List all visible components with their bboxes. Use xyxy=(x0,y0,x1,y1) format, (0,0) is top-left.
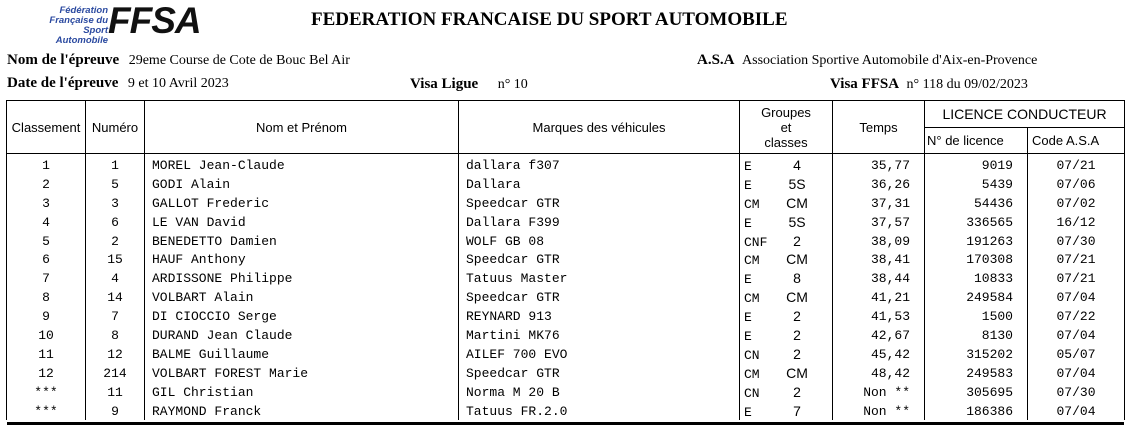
cell-number: 6 xyxy=(86,213,145,232)
group-code: E xyxy=(744,215,752,231)
cell-asa-code: 07/04 xyxy=(1028,288,1125,307)
cell-name: GALLOT Frederic xyxy=(145,194,459,213)
cell-group-class xyxy=(740,326,833,345)
cell-name: LE VAN David xyxy=(145,213,459,232)
cell-licence: 9019 xyxy=(925,154,1028,175)
cell-car: AILEF 700 EVO xyxy=(459,345,740,364)
cell-licence: 10833 xyxy=(925,269,1028,288)
ffsa-logo xyxy=(36,0,264,46)
cell-name: MOREL Jean-Claude xyxy=(145,154,459,175)
cell-number: 11 xyxy=(86,383,145,402)
logo-wordmark xyxy=(108,0,201,42)
event-date-value: 9 et 10 Avril 2023 xyxy=(127,76,229,91)
cell-rank: 4 xyxy=(7,213,86,232)
group-code: CM xyxy=(744,291,760,307)
table-row xyxy=(7,383,1125,402)
group-code: E xyxy=(744,404,752,420)
cell-asa-code: 07/04 xyxy=(1028,326,1125,345)
cell-licence: 54436 xyxy=(925,194,1028,213)
visa-ligue-label: Visa Ligue xyxy=(410,76,479,92)
table-bottom-rule xyxy=(7,422,1124,425)
cell-time: 35,77 xyxy=(833,154,925,175)
visa-ligue-value: n° 10 xyxy=(497,77,528,92)
cell-number: 7 xyxy=(86,307,145,326)
group-code: CN xyxy=(744,385,760,401)
results-table xyxy=(6,100,1125,420)
header-code-asa: Code A.S.A xyxy=(1028,128,1125,154)
cell-group-class xyxy=(740,364,833,383)
event-name-label: Nom de l'épreuve xyxy=(7,52,120,68)
cell-name: DI CIOCCIO Serge xyxy=(145,307,459,326)
table-row xyxy=(7,250,1125,269)
visa-ffsa-label: Visa FFSA xyxy=(830,76,900,92)
results-table-body xyxy=(7,154,1125,421)
asa-label: A.S.A xyxy=(697,52,735,68)
cell-group-class xyxy=(740,269,833,288)
class-code: 4 xyxy=(793,156,801,173)
visa-ffsa-row xyxy=(830,76,1028,93)
header-groupes-line2: et xyxy=(780,119,792,135)
cell-name: GODI Alain xyxy=(145,175,459,194)
cell-car: Tatuus Master xyxy=(459,269,740,288)
cell-asa-code: 07/02 xyxy=(1028,194,1125,213)
logo-wordmark-text: FFSA xyxy=(108,0,201,41)
cell-rank: 2 xyxy=(7,175,86,194)
table-row xyxy=(7,326,1125,345)
cell-asa-code: 07/30 xyxy=(1028,232,1125,251)
cell-car: Norma M 20 B xyxy=(459,383,740,402)
cell-asa-code: 07/06 xyxy=(1028,175,1125,194)
class-code: 5S xyxy=(788,213,806,230)
cell-car: Speedcar GTR xyxy=(459,288,740,307)
cell-licence: 336565 xyxy=(925,213,1028,232)
table-row xyxy=(7,232,1125,251)
cell-rank: 9 xyxy=(7,307,86,326)
cell-asa-code: 07/21 xyxy=(1028,250,1125,269)
group-code: E xyxy=(744,177,752,193)
cell-name: GIL Christian xyxy=(145,383,459,402)
class-code: 8 xyxy=(793,270,801,287)
table-row xyxy=(7,345,1125,364)
cell-licence: 186386 xyxy=(925,402,1028,421)
cell-car: REYNARD 913 xyxy=(459,307,740,326)
logo-line-1: Fédération xyxy=(59,5,108,16)
cell-number: 5 xyxy=(86,175,145,194)
asa-row xyxy=(697,52,1037,69)
cell-car: Speedcar GTR xyxy=(459,364,740,383)
cell-time: Non ** xyxy=(833,402,925,421)
cell-number: 1 xyxy=(86,154,145,175)
cell-asa-code: 16/12 xyxy=(1028,213,1125,232)
class-code: 2 xyxy=(793,326,801,343)
header-groupes-line3: classes xyxy=(764,134,808,150)
header-groupes xyxy=(740,101,833,154)
event-name-value: 29eme Course de Cote de Bouc Bel Air xyxy=(128,53,350,68)
cell-time: 42,67 xyxy=(833,326,925,345)
group-code: E xyxy=(744,328,752,344)
page-title: FEDERATION FRANCAISE DU SPORT AUTOMOBILE xyxy=(311,9,788,30)
logo-line-2: Française du xyxy=(49,15,108,26)
cell-group-class xyxy=(740,288,833,307)
cell-time: Non ** xyxy=(833,383,925,402)
cell-group-class xyxy=(740,307,833,326)
header-classement: Classement xyxy=(7,101,86,154)
cell-licence: 170308 xyxy=(925,250,1028,269)
cell-group-class xyxy=(740,383,833,402)
cell-group-class xyxy=(740,213,833,232)
cell-car: Speedcar GTR xyxy=(459,194,740,213)
class-code: 2 xyxy=(793,345,801,362)
cell-rank: 5 xyxy=(7,232,86,251)
header-temps: Temps xyxy=(833,101,925,154)
group-code: E xyxy=(744,158,752,174)
group-code: E xyxy=(744,272,752,288)
cell-car: Martini MK76 xyxy=(459,326,740,345)
cell-asa-code: 07/30 xyxy=(1028,383,1125,402)
cell-name: BENEDETTO Damien xyxy=(145,232,459,251)
cell-group-class xyxy=(740,194,833,213)
cell-licence: 8130 xyxy=(925,326,1028,345)
cell-time: 48,42 xyxy=(833,364,925,383)
table-row xyxy=(7,194,1125,213)
cell-car: Dallara F399 xyxy=(459,213,740,232)
cell-name: HAUF Anthony xyxy=(145,250,459,269)
cell-rank: 1 xyxy=(7,154,86,175)
table-row xyxy=(7,402,1125,421)
cell-number: 4 xyxy=(86,269,145,288)
group-code: CNF xyxy=(744,234,768,250)
class-code: 2 xyxy=(793,232,801,249)
cell-rank: *** xyxy=(7,383,86,402)
header-marques: Marques des véhicules xyxy=(459,101,740,154)
group-code: CM xyxy=(744,253,760,269)
cell-licence: 315202 xyxy=(925,345,1028,364)
cell-rank: 3 xyxy=(7,194,86,213)
cell-group-class xyxy=(740,232,833,251)
cell-licence: 191263 xyxy=(925,232,1028,251)
header-numero: Numéro xyxy=(86,101,145,154)
logo-line-3: Sport Automobile xyxy=(55,25,108,46)
cell-licence: 1500 xyxy=(925,307,1028,326)
header-licence: N° de licence xyxy=(925,128,1028,154)
cell-number: 15 xyxy=(86,250,145,269)
table-row xyxy=(7,269,1125,288)
cell-rank: *** xyxy=(7,402,86,421)
cell-asa-code: 07/22 xyxy=(1028,307,1125,326)
cell-number: 2 xyxy=(86,232,145,251)
table-row xyxy=(7,154,1125,175)
cell-asa-code: 07/21 xyxy=(1028,154,1125,175)
cell-group-class xyxy=(740,175,833,194)
visa-ligue-row xyxy=(410,76,528,93)
cell-number: 12 xyxy=(86,345,145,364)
cell-rank: 7 xyxy=(7,269,86,288)
cell-licence: 249583 xyxy=(925,364,1028,383)
cell-time: 36,26 xyxy=(833,175,925,194)
class-code: CM xyxy=(786,251,808,268)
cell-rank: 6 xyxy=(7,250,86,269)
cell-time: 38,44 xyxy=(833,269,925,288)
header-groupes-line1: Groupes xyxy=(761,104,811,120)
group-code: E xyxy=(744,310,752,326)
header-nom: Nom et Prénom xyxy=(145,101,459,154)
table-row xyxy=(7,175,1125,194)
cell-group-class xyxy=(740,154,833,175)
class-code: CM xyxy=(786,364,808,381)
table-row xyxy=(7,364,1125,383)
cell-time: 45,42 xyxy=(833,345,925,364)
cell-time: 38,41 xyxy=(833,250,925,269)
cell-group-class xyxy=(740,402,833,421)
class-code: CM xyxy=(786,194,808,211)
cell-time: 41,21 xyxy=(833,288,925,307)
class-code: CM xyxy=(786,289,808,306)
visa-ffsa-value: n° 118 du 09/02/2023 xyxy=(906,77,1028,92)
cell-name: RAYMOND Franck xyxy=(145,402,459,421)
event-date-row xyxy=(7,75,229,92)
cell-time: 37,31 xyxy=(833,194,925,213)
cell-name: DURAND Jean Claude xyxy=(145,326,459,345)
logo-subtitle xyxy=(36,6,108,46)
cell-name: ARDISSONE Philippe xyxy=(145,269,459,288)
cell-time: 38,09 xyxy=(833,232,925,251)
cell-number: 214 xyxy=(86,364,145,383)
cell-number: 9 xyxy=(86,402,145,421)
asa-value: Association Sportive Automobile d'Aix-en-Provence xyxy=(742,53,1038,68)
cell-asa-code: 07/21 xyxy=(1028,269,1125,288)
table-row xyxy=(7,288,1125,307)
cell-number: 8 xyxy=(86,326,145,345)
cell-car: dallara f307 xyxy=(459,154,740,175)
group-code: CN xyxy=(744,347,760,363)
cell-car: Speedcar GTR xyxy=(459,250,740,269)
cell-car: Dallara xyxy=(459,175,740,194)
class-code: 2 xyxy=(793,383,801,400)
cell-car: WOLF GB 08 xyxy=(459,232,740,251)
class-code: 2 xyxy=(793,308,801,325)
group-code: CM xyxy=(744,366,760,382)
table-row xyxy=(7,307,1125,326)
cell-asa-code: 07/04 xyxy=(1028,402,1125,421)
cell-rank: 11 xyxy=(7,345,86,364)
cell-rank: 10 xyxy=(7,326,86,345)
event-name-row xyxy=(7,52,350,69)
cell-asa-code: 07/04 xyxy=(1028,364,1125,383)
cell-number: 14 xyxy=(86,288,145,307)
header-licence-conducteur: LICENCE CONDUCTEUR xyxy=(925,101,1125,128)
cell-licence: 249584 xyxy=(925,288,1028,307)
group-code: CM xyxy=(744,196,760,212)
cell-group-class xyxy=(740,345,833,364)
cell-rank: 8 xyxy=(7,288,86,307)
cell-rank: 12 xyxy=(7,364,86,383)
class-code: 5S xyxy=(788,175,806,192)
event-date-label: Date de l'épreuve xyxy=(7,75,119,91)
cell-car: Tatuus FR.2.0 xyxy=(459,402,740,421)
cell-asa-code: 05/07 xyxy=(1028,345,1125,364)
table-row xyxy=(7,213,1125,232)
cell-number: 3 xyxy=(86,194,145,213)
cell-group-class xyxy=(740,250,833,269)
cell-time: 41,53 xyxy=(833,307,925,326)
cell-time: 37,57 xyxy=(833,213,925,232)
cell-licence: 305695 xyxy=(925,383,1028,402)
cell-name: BALME Guillaume xyxy=(145,345,459,364)
cell-licence: 5439 xyxy=(925,175,1028,194)
cell-name: VOLBART FOREST Marie xyxy=(145,364,459,383)
class-code: 7 xyxy=(793,402,801,419)
cell-name: VOLBART Alain xyxy=(145,288,459,307)
